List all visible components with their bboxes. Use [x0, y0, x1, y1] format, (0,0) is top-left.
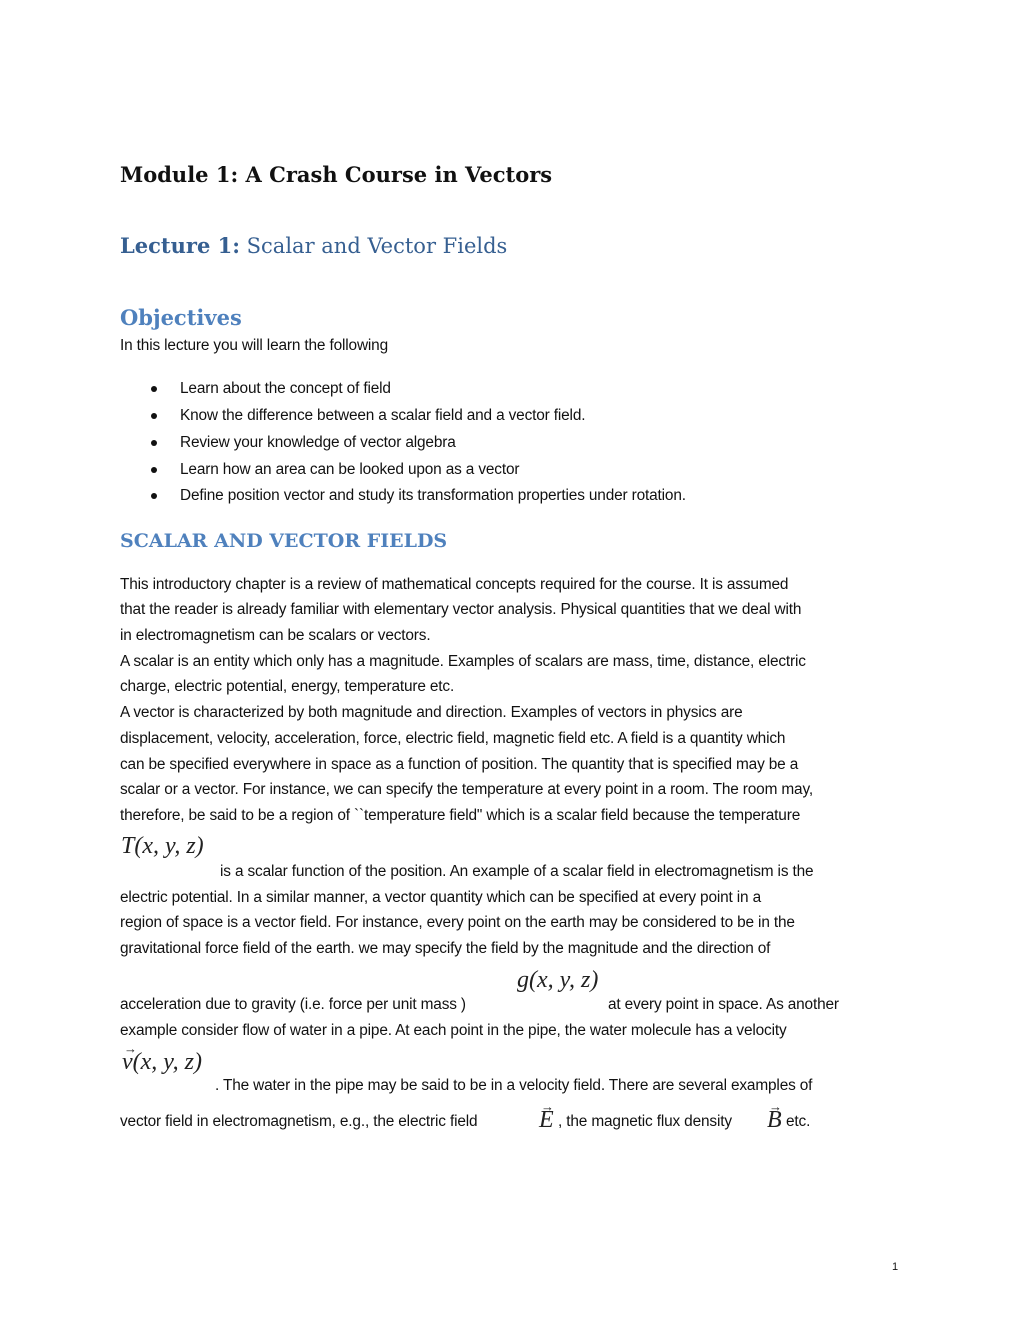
body-line: A scalar is an entity which only has a magnitude. Examples of scalars are mass, time, distance, electric [120, 653, 806, 670]
list-item: Learn how an area can be looked upon as a vector [180, 461, 520, 478]
page-number: 1 [892, 1261, 898, 1273]
math-E-symbol: → E [539, 1106, 554, 1134]
list-item: Know the difference between a scalar field and a vector field. [180, 407, 586, 424]
objectives-intro: In this lecture you will learn the following [120, 337, 389, 354]
list-item: Define position vector and study its transformation properties under rotation. [180, 487, 686, 504]
body-line: region of space is a vector field. For instance, every point on the earth may be considered to be in the [120, 914, 795, 931]
bullet-icon [151, 386, 157, 392]
lecture-name: Scalar and Vector Fields [239, 234, 508, 258]
bullet-icon [151, 413, 157, 419]
body-line: acceleration due to gravity (i.e. force per unit mass ) [120, 996, 466, 1013]
list-item: Review your knowledge of vector algebra [180, 434, 456, 451]
body-line: gravitational force field of the earth. we may specify the field by the magnitude and the direction of [120, 940, 771, 957]
body-line: at every point in space. As another [608, 996, 839, 1013]
section-heading: SCALAR AND VECTOR FIELDS [120, 530, 448, 552]
body-line: therefore, be said to be a region of ``temperature field" which is a scalar field because the temperature [120, 807, 801, 824]
lecture-title [120, 232, 507, 260]
math-temperature-field: T(x, y, z) [121, 833, 204, 859]
bullet-icon [151, 493, 157, 499]
math-velocity-symbol: → v [122, 1048, 133, 1076]
body-line: example consider flow of water in a pipe. At each point in the pipe, the water molecule has a velocity [120, 1022, 787, 1039]
math-gravity-field: g(x, y, z) [517, 967, 599, 993]
body-line: etc. [786, 1113, 811, 1130]
body-line: in electromagnetism can be scalars or vectors. [120, 627, 431, 644]
math-velocity-field [122, 1048, 202, 1076]
body-line: This introductory chapter is a review of mathematical concepts required for the course. It is assumed [120, 576, 789, 593]
list-item: Learn about the concept of field [180, 380, 391, 397]
body-line: scalar or a vector. For instance, we can specify the temperature at every point in a room. The room may, [120, 781, 813, 798]
body-line: . The water in the pipe may be said to be in a velocity field. There are several examples of [215, 1077, 813, 1094]
math-B-symbol: → B [767, 1106, 782, 1134]
lecture-prefix: Lecture 1: [120, 233, 240, 258]
math-electric-field [539, 1106, 554, 1134]
bullet-icon [151, 467, 157, 473]
module-title: Module 1: A Crash Course in Vectors [120, 162, 553, 187]
math-magnetic-field [767, 1106, 782, 1134]
body-line: displacement, velocity, acceleration, force, electric field, magnetic field etc. A field is a quantity which [120, 730, 786, 747]
objectives-heading: Objectives [120, 305, 242, 330]
body-line: charge, electric potential, energy, temperature etc. [120, 678, 455, 695]
body-line: , the magnetic flux density [558, 1113, 732, 1130]
body-line: A vector is characterized by both magnitude and direction. Examples of vectors in physics are [120, 704, 743, 721]
body-line: that the reader is already familiar with elementary vector analysis. Physical quantities that we deal with [120, 601, 802, 618]
math-velocity-args: (x, y, z) [132, 1049, 202, 1075]
body-line: vector field in electromagnetism, e.g., the electric field [120, 1113, 478, 1130]
bullet-icon [151, 440, 157, 446]
body-line: electric potential. In a similar manner, a vector quantity which can be specified at every point in a [120, 889, 762, 906]
body-line: can be specified everywhere in space as a function of position. The quantity that is specified may be a [120, 756, 799, 773]
body-line: is a scalar function of the position. An example of a scalar field in electromagnetism is the [220, 863, 814, 880]
